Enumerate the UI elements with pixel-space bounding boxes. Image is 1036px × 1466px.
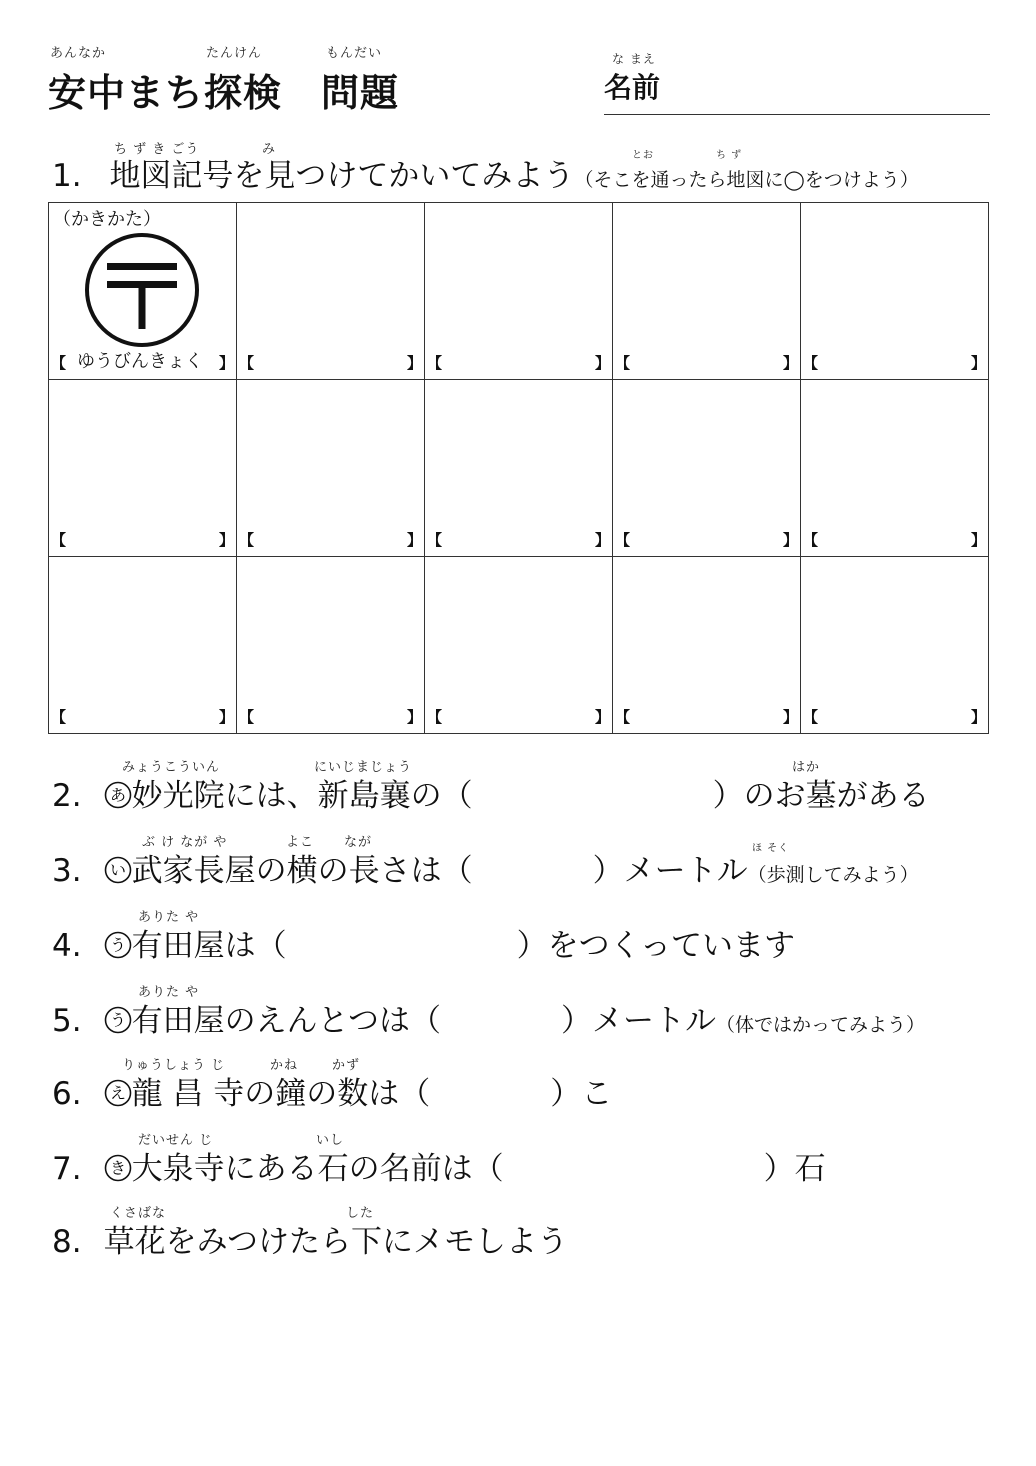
question-6 (52, 1068, 612, 1113)
question-ruby: りゅうしょう じ (122, 1058, 226, 1073)
question-number: 7. (52, 1151, 82, 1187)
question-text: 妙光院には、新島襄の（ (131, 778, 473, 814)
question-text: 有田屋のえんとつは（ (131, 1003, 441, 1039)
answer-cell[interactable] (613, 557, 801, 734)
bracket-open: 【 (427, 531, 443, 549)
bracket-open: 【 (427, 708, 443, 726)
grid-row (49, 203, 989, 380)
sample-cell (49, 203, 237, 380)
marker-label: き (109, 1158, 126, 1178)
bracket-close: 】 (782, 354, 798, 372)
answer-cell[interactable] (49, 557, 237, 734)
grid-row (49, 380, 989, 557)
answer-cell[interactable] (49, 380, 237, 557)
bracket-close: 】 (782, 708, 798, 726)
bracket-open: 【 (239, 708, 255, 726)
question-ruby: かず (332, 1058, 361, 1073)
question-note: （歩測してみよう） (747, 864, 919, 886)
q1-ruby: み (262, 142, 277, 157)
bracket-close: 】 (406, 708, 422, 726)
answer-cell[interactable] (613, 380, 801, 557)
post-office-icon (83, 231, 201, 349)
sample-name: ゆうびんきょく (77, 351, 203, 372)
marker-label: い (109, 860, 126, 880)
bracket-close: 】 (970, 531, 986, 549)
question-text: 大泉寺にある石の名前は（ (131, 1151, 504, 1187)
bracket-close: 】 (970, 354, 986, 372)
question-ruby: にいじまじょう (314, 760, 413, 775)
bracket-open: 【 (51, 354, 67, 372)
question-ruby: はか (792, 760, 821, 775)
bracket-open: 【 (615, 708, 631, 726)
question-ruby: ありた や (138, 985, 200, 1000)
question-number: 5. (52, 1003, 82, 1039)
map-marker-icon (104, 1079, 132, 1107)
q1-ruby: ち ず (716, 150, 743, 161)
question-ruby: くさばな (110, 1206, 167, 1221)
question-ruby: かね (270, 1058, 299, 1073)
q1-ruby: とお (632, 150, 654, 161)
bracket-close: 】 (782, 531, 798, 549)
question-text-after: ）をつくっています (516, 928, 795, 964)
bracket-open: 【 (803, 354, 819, 372)
marker-label: う (109, 935, 126, 955)
question-text-after: ）石 (763, 1151, 826, 1187)
question-text: 武家長屋の横の長さは（ (131, 853, 473, 889)
question-note: （そこを通ったら地図に◯をつけよう） (574, 169, 919, 191)
question-ruby: ぶ け なが や (142, 835, 228, 850)
question-ruby: なが (344, 835, 373, 850)
answer-cell[interactable] (425, 203, 613, 380)
question-ruby: みょうこういん (122, 760, 221, 775)
q1-ruby: ち ず き ごう (114, 142, 200, 157)
question-ruby: だいせん じ (138, 1133, 214, 1148)
marker-label: あ (109, 785, 126, 805)
question-text: 地図記号を見つけてかいてみよう (109, 158, 575, 194)
title-ruby: あんなか (50, 46, 107, 61)
question-3 (52, 845, 919, 890)
question-text-after: ）のお墓がある (712, 778, 930, 814)
question-ruby: いし (316, 1133, 345, 1148)
bracket-close: 】 (594, 531, 610, 549)
question-text: 有田屋は（ (131, 928, 287, 964)
question-ruby: ほ そく (752, 843, 790, 854)
question-number: 8. (52, 1224, 82, 1260)
question-7 (52, 1143, 826, 1188)
map-marker-icon (104, 1006, 132, 1034)
map-marker-icon (104, 781, 132, 809)
bracket-open: 【 (51, 708, 67, 726)
bracket-open: 【 (239, 354, 255, 372)
question-4 (52, 920, 795, 965)
title-ruby: もんだい (326, 46, 383, 61)
bracket-close: 】 (594, 708, 610, 726)
question-ruby: ありた や (138, 910, 200, 925)
bracket-open: 【 (239, 531, 255, 549)
title-ruby: たんけん (206, 46, 263, 61)
question-text: 龍 昌 寺の鐘の数は（ (131, 1076, 431, 1112)
answer-cell[interactable] (801, 203, 989, 380)
question-8 (52, 1216, 568, 1261)
map-marker-icon (104, 1154, 132, 1182)
name-label: 名前 (604, 71, 661, 104)
marker-label: う (109, 1010, 126, 1030)
question-note: （体ではかってみよう） (715, 1014, 925, 1036)
question-number: 1. (52, 158, 82, 194)
bracket-open: 【 (615, 531, 631, 549)
bracket-close: 】 (406, 354, 422, 372)
answer-cell[interactable] (237, 380, 425, 557)
bracket-close: 】 (970, 708, 986, 726)
bracket-open: 【 (51, 531, 67, 549)
bracket-close: 】 (218, 354, 234, 372)
bracket-open: 【 (427, 354, 443, 372)
name-ruby: な まえ (612, 52, 656, 66)
answer-cell[interactable] (801, 380, 989, 557)
bracket-close: 】 (594, 354, 610, 372)
name-field[interactable] (604, 114, 990, 115)
bracket-close: 】 (218, 708, 234, 726)
question-5 (52, 995, 925, 1040)
question-ruby: よこ (286, 835, 315, 850)
answer-cell[interactable] (237, 203, 425, 380)
question-number: 2. (52, 778, 82, 814)
grid-row (49, 557, 989, 734)
symbol-grid (48, 202, 989, 734)
sample-label: （かきかた） (53, 209, 161, 230)
question-1 (52, 150, 919, 195)
bracket-open: 【 (615, 354, 631, 372)
question-text-after: ）こ (550, 1076, 613, 1112)
map-marker-icon (104, 931, 132, 959)
question-2 (52, 770, 930, 815)
question-number: 6. (52, 1076, 82, 1112)
question-text-after: ）メートル (560, 1003, 716, 1039)
answer-cell[interactable] (801, 557, 989, 734)
page-title: 安中まち探検 問題 (48, 71, 400, 115)
answer-cell[interactable] (237, 557, 425, 734)
question-text-after: ）メートル (592, 853, 748, 889)
bracket-open: 【 (803, 531, 819, 549)
map-marker-icon (104, 856, 132, 884)
question-number: 3. (52, 853, 82, 889)
bracket-close: 】 (406, 531, 422, 549)
bracket-close: 】 (218, 531, 234, 549)
bracket-open: 【 (803, 708, 819, 726)
marker-label: え (109, 1083, 126, 1103)
question-number: 4. (52, 928, 82, 964)
answer-cell[interactable] (425, 380, 613, 557)
question-text: 草花をみつけたら下にメモしよう (103, 1224, 568, 1260)
answer-cell[interactable] (613, 203, 801, 380)
question-ruby: した (346, 1206, 375, 1221)
answer-cell[interactable] (425, 557, 613, 734)
